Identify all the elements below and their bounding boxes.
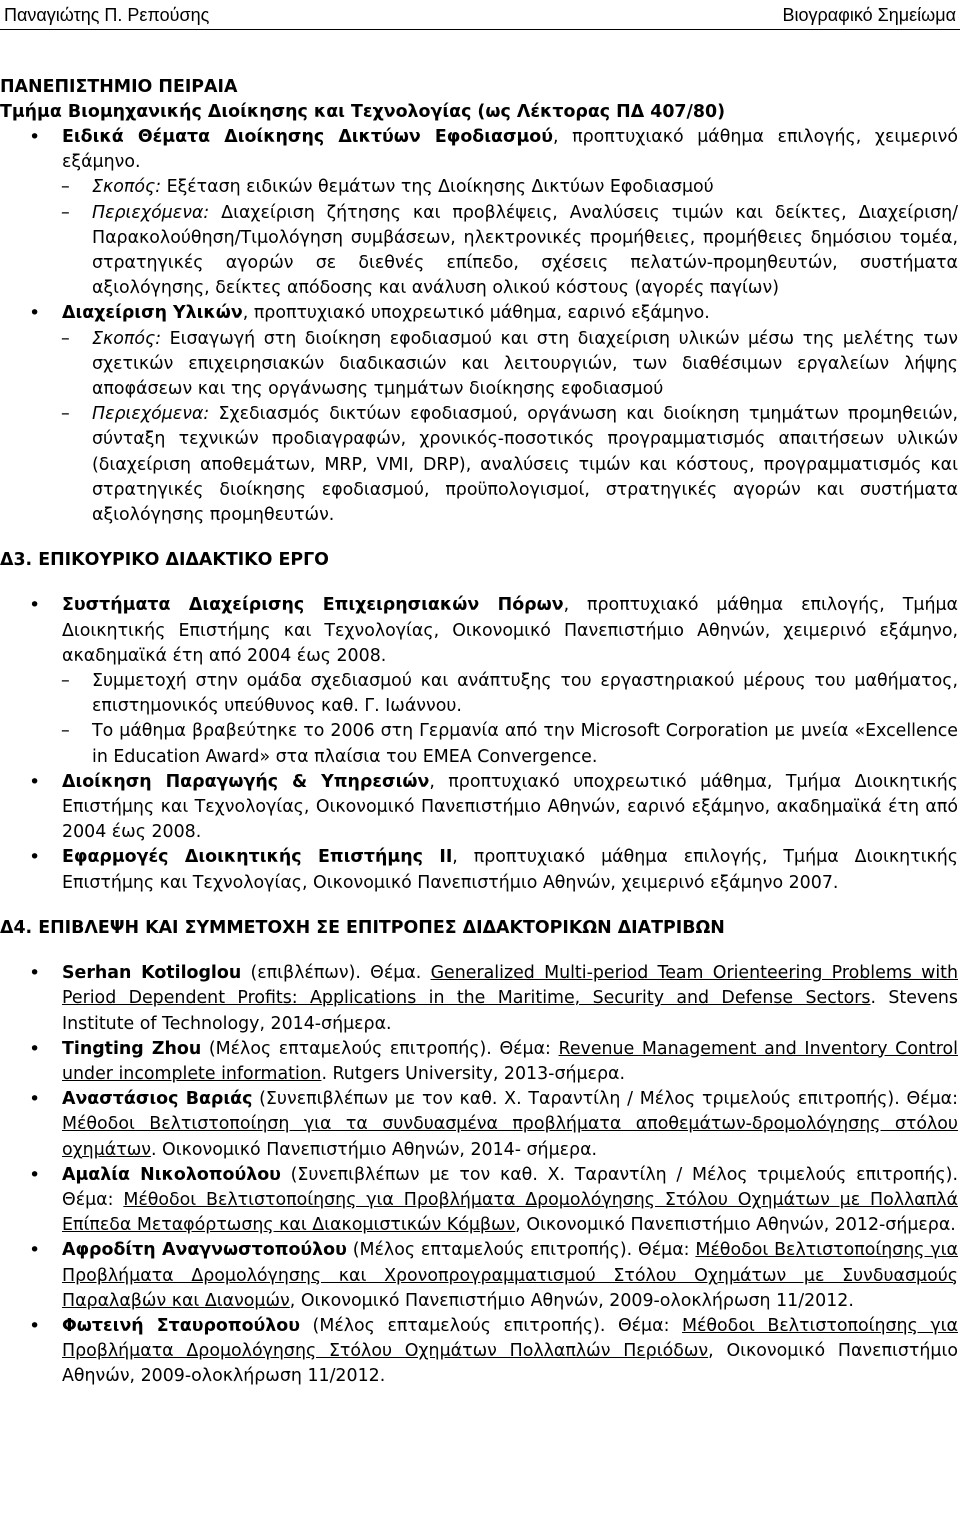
- thesis-info: . Stevens Institute of Technology, 2014-σήμερα.: [62, 988, 958, 1034]
- student-role: (Συνεπιβλέπων με τον καθ. Χ. Ταραντίλη / Μέλος τριμελούς επιτροπής). Θέμα:: [252, 1089, 958, 1110]
- course-item: [0, 125, 958, 175]
- student-role: (Μέλος επταμελούς επιτροπής). Θέμα:: [201, 1038, 559, 1059]
- student-name: Αναστάσιος Βαριάς: [62, 1089, 253, 1110]
- student-role: (επιβλέπων). Θέμα.: [241, 963, 431, 984]
- phd-item: [0, 1087, 958, 1163]
- assist-course-item: [0, 770, 958, 846]
- assist-course-info: , προπτυχιακό μάθημα επιλογής, Τμήμα Διοικητικής Επιστήμης και Τεχνολογίας, Οικονομικό Πανεπιστήμιο Αθηνών, χειμερινό εξάμηνο 2007.: [62, 847, 958, 893]
- course-detail: [0, 327, 958, 403]
- student-name: Αφροδίτη Αναγνωστοπούλου: [62, 1240, 347, 1261]
- thesis-title: Μέθοδοι Βελτιστοποίηση για τα συνδυασμένα προβλήματα αποθεμάτων-δρομολόγησης στόλου οχημάτων: [62, 1114, 958, 1160]
- phd-item: [0, 1238, 958, 1314]
- assist-course-title: Συστήματα Διαχείρισης Επιχειρησιακών Πόρων: [62, 595, 564, 616]
- header-doc-type: Βιογραφικό Σημείωμα: [782, 5, 956, 25]
- thesis-info: , Οικονομικό Πανεπιστήμιο Αθηνών, 2009-ολοκλήρωση 11/2012.: [289, 1290, 854, 1311]
- student-name: Φωτεινή Σταυροπούλου: [62, 1315, 300, 1336]
- thesis-info: , Οικονομικό Πανεπιστήμιο Αθηνών, 2009-ολοκλήρωση 11/2012.: [62, 1341, 958, 1387]
- course-list: [0, 125, 958, 528]
- course-info: , προπτυχιακό μάθημα επιλογής, χειμερινό εξάμηνο.: [62, 127, 958, 173]
- assist-course-info: , προπτυχιακό υποχρεωτικό μάθημα, Τμήμα Διοικητικής Επιστήμης και Τεχνολογίας, Οικονομικό Πανεπιστήμιο Αθηνών, εαρινό εξάμηνο, ακαδημαϊκά έτη από 2004 έως 2008.: [62, 771, 958, 843]
- detail-label: Σκοπός:: [92, 328, 162, 349]
- thesis-info: , Οικονομικό Πανεπιστήμιο Αθηνών, 2012-σήμερα.: [515, 1215, 956, 1236]
- course-detail: [0, 201, 958, 302]
- course-title: Διαχείριση Υλικών: [62, 303, 243, 324]
- student-name: Αμαλία Νικολοπούλου: [62, 1164, 281, 1185]
- assist-course-detail: – Συμμετοχή στην ομάδα σχεδιασμού και ανάπτυξης του εργαστηριακού μέρους του μαθήματος, επιστημονικός υπεύθυνος καθ. Γ. Ιωάννου.: [0, 669, 958, 719]
- course-title: Ειδικά Θέματα Διοίκησης Δικτύων Εφοδιασμού: [62, 127, 553, 147]
- thesis-title: Μέθοδοι Βελτιστοποίησης για Προβλήματα Δρομολόγησης Στόλου Οχημάτων με Πολλαπλά Επίπεδα Μεταφόρτωσης και Διακομιστικών Κόμβων: [62, 1189, 958, 1236]
- header-author: Παναγιώτης Π. Ρεπούσης: [4, 5, 210, 25]
- detail-label: Σκοπός:: [92, 177, 162, 198]
- section-3-title: Δ3. ΕΠΙΚΟΥΡΙΚΟ ΔΙΔΑΚΤΙΚΟ ΕΡΓΟ: [0, 550, 329, 571]
- student-role: (Συνεπιβλέπων με τον καθ. Χ. Ταραντίλη / Μέλος τριμελούς επιτροπής). Θέμα:: [62, 1164, 958, 1210]
- detail-label: Περιεχόμενα:: [92, 202, 210, 223]
- phd-item: [0, 961, 958, 1037]
- thesis-title: Μέθοδοι Βελτιστοποίησης για Προβλήματα Δρομολόγησης Στόλου Οχημάτων Πολλαπλών Περιόδων: [62, 1315, 958, 1362]
- assist-course-item: [0, 593, 958, 669]
- thesis-title: Revenue Management and Inventory Control under incomplete information: [62, 1038, 958, 1084]
- detail-text: Εξέταση ειδικών θεμάτων της Διοίκησης Δικτύων Εφοδιασμού: [161, 177, 714, 198]
- thesis-info: . Οικονομικό Πανεπιστήμιο Αθηνών, 2014- σήμερα.: [150, 1139, 598, 1160]
- course-item: [0, 301, 958, 326]
- phd-item: [0, 1037, 958, 1087]
- detail-text: Σχεδιασμός δικτύων εφοδιασμού, οργάνωση και διοίκηση τμημάτων προμηθειών, σύνταξη τεχνικών προδιαγραφών, χρονικός-ποσοτικός προγραμματισμός απαιτήσεων υλικών (διαχείριση αποθεμάτων, MRP, VMI, DRP), αναλύσεις τιμών και κόστους, προγραμματισμός και στρατηγικές διοίκησης εφοδιασμού, προϋπολογισμοί, στρατηγικές αγορών και συστήματα αξιολόγησης προμηθευτών.: [92, 404, 958, 526]
- department-name: Τμήμα Βιομηχανικής Διοίκησης και Τεχνολογίας (ως Λέκτορας ΠΔ 407/80): [0, 102, 726, 122]
- thesis-title: Generalized Multi-period Team Orienteering Problems with Period Dependent Profits: Applications in the Maritime, Security and Defense Sectors: [62, 963, 958, 1009]
- page-header: [0, 0, 960, 32]
- section-4-title: Δ4. ΕΠΙΒΛΕΨΗ ΚΑΙ ΣΥΜΜΕΤΟΧΗ ΣΕ ΕΠΙΤΡΟΠΕΣ ΔΙΔΑΚΤΟΡΙΚΩΝ ΔΙΑΤΡΙΒΩΝ: [0, 917, 725, 938]
- phd-item: [0, 1163, 958, 1239]
- detail-label: Περιεχόμενα:: [92, 404, 210, 425]
- section-4-list: [0, 961, 958, 1389]
- detail-text: Διαχείριση ζήτησης και προβλέψεις, Αναλύσεις τιμών και δείκτες, Διαχείριση/Παρακολούθηση/Τιμολόγηση συμβάσεων, ηλεκτρονικές προμήθειες, προμήθειες δημόσιου τομέα, στρατηγικές αγορών σε διεθνές επίπεδο, σχέσεις πελατών-προμηθευτών, συστήματα αξιολόγησης, δείκτες απόδοσης και ανάλυση ολικού κόστους (αγορές παγίων): [92, 202, 958, 299]
- student-role: (Μέλος επταμελούς επιτροπής). Θέμα:: [299, 1315, 682, 1336]
- header-divider: [0, 29, 960, 30]
- course-info: , προπτυχιακό υποχρεωτικό μάθημα, εαρινό εξάμηνο.: [242, 303, 710, 324]
- thesis-title: Μέθοδοι Βελτιστοποίησης για Προβλήματα Δρομολόγησης και Χρονοπρογραμματισμού Στόλου Οχημάτων με Συνδυασμούς Παραλαβών και Διανομών: [62, 1240, 959, 1311]
- student-name: Serhan Kotiloglou: [62, 963, 242, 984]
- assist-course-title: Διοίκηση Παραγωγής & Υπηρεσιών: [62, 771, 430, 792]
- assist-course-detail: – Το μάθημα βραβεύτηκε το 2006 στη Γερμανία από την Microsoft Corporation με μνεία «Excellence in Education Award» στα πλαίσια του EMEA Convergence.: [0, 719, 958, 769]
- thesis-info: . Rutgers University, 2013-σήμερα.: [321, 1063, 625, 1084]
- section-3-list: [0, 593, 958, 895]
- assist-course-title: Εφαρμογές Διοικητικής Επιστήμης ΙΙ: [62, 847, 453, 868]
- phd-item: [0, 1314, 958, 1390]
- student-name: Tingting Zhou: [62, 1038, 202, 1059]
- detail-text: Εισαγωγή στη διοίκηση εφοδιασμού και στη διαχείριση υλικών μέσω της μελέτης των σχετικών επιχειρησιακών διαδικασιών και λειτουργιών, των διαθέσιμων εργαλείων λήψης αποφάσεων και της οργάνωσης τμημάτων διοίκησης εφοδιασμού: [92, 328, 958, 400]
- assist-course-item: [0, 845, 958, 895]
- document-body: [0, 75, 958, 1390]
- assist-course-info: , προπτυχιακό μάθημα επιλογής, Τμήμα Διοικητικής Επιστήμης και Τεχνολογίας, Οικονομικό Πανεπιστήμιο Αθηνών, χειμερινό εξάμηνο, ακαδημαϊκά έτη από 2004 έως 2008.: [62, 595, 959, 666]
- course-detail: [0, 402, 958, 528]
- student-role: (Μέλος επταμελούς επιτροπής). Θέμα:: [346, 1240, 696, 1261]
- course-detail: [0, 175, 958, 200]
- university-name: ΠΑΝΕΠΙΣΤΗΜΙΟ ΠΕΙΡΑΙΑ: [0, 77, 238, 97]
